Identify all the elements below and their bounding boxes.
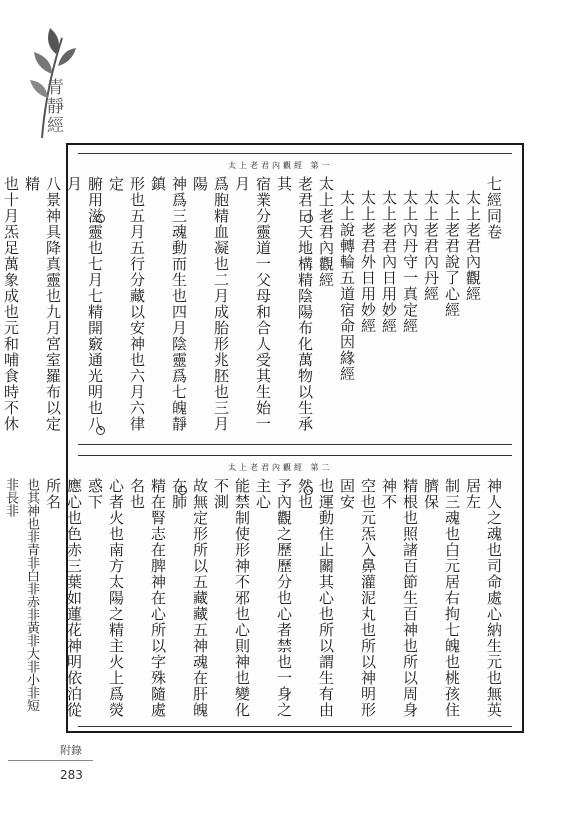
bottom-panel xyxy=(3,455,512,727)
text-line: 也其神也非青非白非赤非黃非大非小非短非長非 xyxy=(3,478,39,712)
running-head: 太上老君內觀經 第一 xyxy=(228,161,333,170)
text-line: 太上老君內丹經 xyxy=(422,190,440,302)
logo-title: 青靜經 xyxy=(43,78,63,135)
text-line: 太上老君說了心經 xyxy=(443,190,461,318)
text-line: 予內觀之歷歷分也心者禁也一身之主心 xyxy=(254,478,293,718)
text-line: 形也五月五行分藏以安神也六月六律定 xyxy=(107,176,146,432)
text-line: 空也元炁入鼻灌泥丸也所以神明形固安 xyxy=(338,478,377,718)
text-line: 精根也照諸百節生百神也所以周身神不 xyxy=(380,478,419,718)
top-panel xyxy=(2,153,512,445)
text-line: 老君曰天地構精陰陽布化萬物以生承其 xyxy=(275,176,314,432)
text-line: 精在腎志在脾神在心所以字殊隨處名也 xyxy=(128,478,167,718)
text-line: 宿業分靈道一父母和合人受其生始一月 xyxy=(233,176,272,432)
running-head: 太上老君內觀經 第二 xyxy=(228,463,333,472)
text-columns xyxy=(3,478,504,718)
text-line: 應心也色赤三葉如蓮花神明依泊從所名 xyxy=(44,478,83,718)
text-line: 腑用滋靈也七月七精開竅通光明也八月 xyxy=(65,176,104,432)
text-line: 太上老君內觀經 xyxy=(317,176,335,288)
text-line: 心者火也南方太陽之精主火上爲熒惑下 xyxy=(86,478,125,718)
footer-divider xyxy=(8,760,93,761)
text-line: 太上老君內觀經 xyxy=(464,190,482,302)
text-line: 神爲三魂動而生也四月陰靈爲七魄靜鎮 xyxy=(149,176,188,432)
text-line: 八景神具降真靈也九月宮室羅布以定精 xyxy=(23,176,62,432)
text-line: 制三魂也白元居右拘七魄也桃孩住臍保 xyxy=(422,478,461,718)
section-label: 附錄 xyxy=(60,744,82,757)
text-line: 七經同卷 xyxy=(485,176,503,240)
text-columns xyxy=(2,176,504,436)
text-line: 故無定形所以五藏藏五神魂在肝魄在肺 xyxy=(170,478,209,718)
text-line: 太上老君外日用妙經 xyxy=(359,190,377,334)
text-line: 能禁制使形神不邪也心則神也變化不測 xyxy=(212,478,251,718)
scanned-page xyxy=(2,143,524,733)
text-line: 太上內丹守一真定經 xyxy=(401,190,419,334)
text-line: 也十月炁足萬象成也元和哺食時不休 xyxy=(2,176,20,432)
text-line: 神人之魂也司命處心納生元也無英居左 xyxy=(464,478,503,718)
text-line: 太上老君內日用妙經 xyxy=(380,190,398,334)
text-line: 太上說轉輪五道宿命因緣經 xyxy=(338,190,356,382)
page-number: 283 xyxy=(60,768,83,782)
text-line: 爲胞精血凝也二月成胎形兆胚也三月陽 xyxy=(191,176,230,432)
text-line: 也運動住止關其心也所以謂生有由然也 xyxy=(296,478,335,718)
